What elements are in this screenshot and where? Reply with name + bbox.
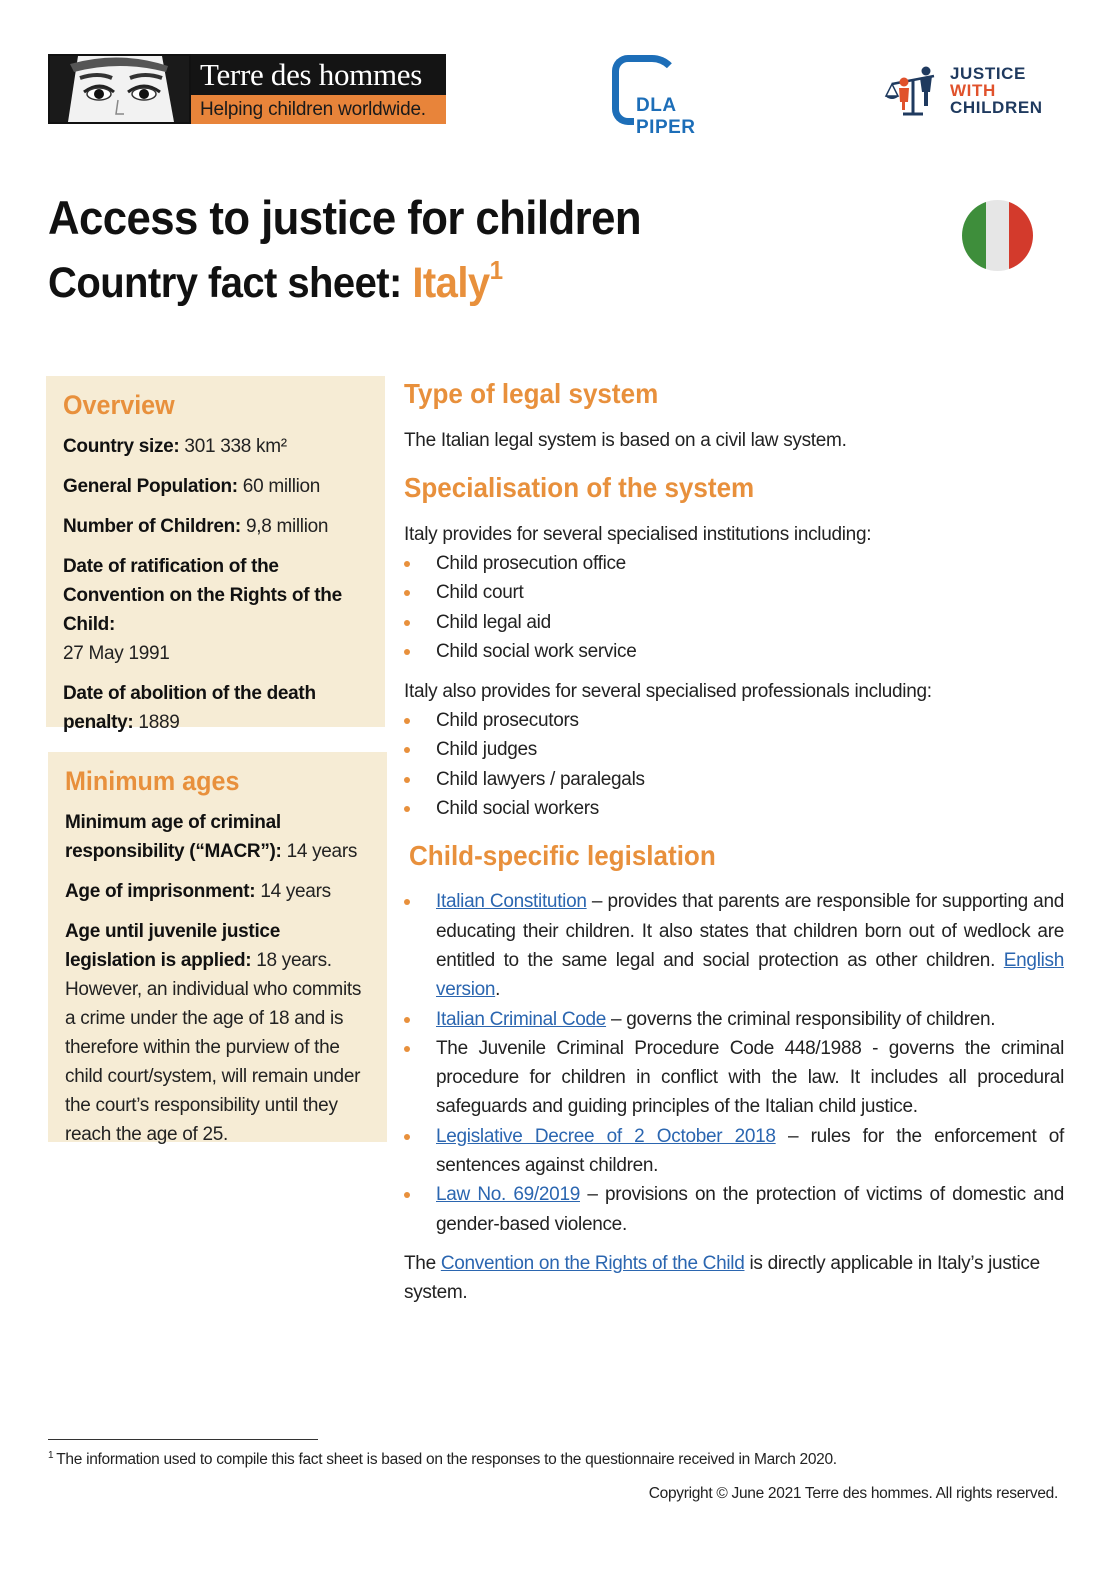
dla-piper-logo — [612, 55, 742, 138]
institutions-list — [404, 549, 1064, 666]
italy-flag-icon — [962, 200, 1033, 271]
english-version-link[interactable]: English version — [436, 949, 1064, 1001]
crc-applicability-text — [404, 1249, 1064, 1307]
list-item — [404, 1122, 1064, 1181]
main-content — [404, 374, 1064, 1307]
fact-value: 18 years. However, an individual who commits a crime under the age of 18 and is therefore within the purview of the child court/system, will remain under the court’s responsibility until they reach the age of 25. — [65, 950, 362, 1145]
crc-link[interactable]: Convention on the Rights of the Child — [440, 1252, 745, 1274]
fact-label: Number of Children: — [63, 516, 241, 537]
fact-value: 9,8 million — [240, 516, 329, 537]
flag-stripe-white — [986, 200, 1010, 271]
fact-label: Minimum age of criminal responsibility (“MACR”): — [65, 812, 282, 862]
item-text: – rules for the enforcement of sentences against children. — [436, 1125, 1065, 1177]
list-item — [404, 1180, 1064, 1239]
list-item — [404, 1005, 1064, 1034]
fact-death-penalty-abolition — [63, 679, 369, 737]
fact-number-of-children — [63, 512, 369, 541]
dla-piper-name: DLA PIPER — [634, 95, 742, 139]
italian-constitution-link[interactable]: Italian Constitution — [436, 891, 587, 913]
closing-suffix: is directly applicable in Italy’s justice system. — [404, 1252, 1040, 1303]
tdh-brand-name: Terre des hommes — [191, 54, 446, 95]
fact-country-size — [63, 432, 369, 461]
flag-stripe-red — [1009, 200, 1033, 271]
professionals-intro: Italy also provides for several specialised professionals including: — [404, 681, 932, 703]
fact-label: Country size: — [63, 436, 180, 457]
professionals-list — [404, 706, 1064, 823]
subtitle-prefix: Country fact sheet: — [48, 259, 413, 307]
item-text: – provides that parents are responsible for supporting and educating their children. It also states that children born out of wedlock are entitled to the same legal and social protection as other children. — [436, 891, 1064, 971]
legislation-list — [404, 887, 1064, 1239]
fact-value: 14 years — [281, 841, 358, 862]
fact-juvenile-justice-age — [65, 917, 371, 1149]
closing-prefix: The — [404, 1252, 441, 1274]
item-text: – provisions on the protection of victims of domestic and gender-based violence. — [436, 1184, 1064, 1235]
legal-system-heading: Type of legal system — [404, 378, 659, 409]
page-title: Access to justice for children — [48, 191, 641, 244]
jwc-word-children: CHILDREN — [950, 98, 1043, 117]
fact-age-of-imprisonment — [65, 877, 371, 906]
fact-label: Age until juvenile justice legislation is applied: — [65, 921, 280, 971]
fact-value: 27 May 1991 — [63, 643, 170, 664]
justice-with-children-logo — [884, 64, 1054, 120]
footnote-text: The information used to compile this fact sheet is based on the responses to the questionnaire received in March 2020. — [56, 1451, 837, 1468]
law-69-2019-link[interactable]: Law No. 69/2019 — [436, 1184, 580, 1206]
jwc-word-with: WITH — [950, 81, 996, 100]
terre-des-hommes-logo — [48, 54, 446, 124]
item-tail: . — [495, 979, 501, 1001]
legal-system-text: The Italian legal system is based on a civil law system. — [404, 430, 847, 451]
institutions-intro: Italy provides for several specialised institutions including: — [404, 524, 872, 545]
fact-label: Age of imprisonment: — [65, 881, 256, 902]
fact-macr — [65, 808, 371, 866]
list-item: Child judges — [404, 735, 1064, 764]
legislative-decree-link[interactable]: Legislative Decree of 2 October 2018 — [436, 1125, 776, 1147]
list-item: Child lawyers / paralegals — [404, 765, 1064, 794]
legislation-heading: Child-specific legislation — [409, 840, 716, 872]
fact-label: Date of ratification of the Convention on the Rights of the Child: — [63, 556, 342, 635]
copyright-notice: Copyright © June 2021 Terre des hommes. All rights reserved. — [648, 1485, 1058, 1502]
list-item — [404, 887, 1064, 1004]
title-footnote-mark: 1 — [489, 255, 503, 285]
minimum-ages-heading: Minimum ages — [65, 766, 240, 796]
scales-of-justice-icon — [884, 66, 946, 120]
overview-box — [46, 376, 385, 733]
list-item: Child prosecutors — [404, 706, 1064, 735]
list-item: Child social work service — [404, 637, 1064, 666]
footnote-mark: 1 — [48, 1450, 54, 1461]
fact-label: General Population: — [63, 476, 238, 497]
fact-value: 60 million — [237, 476, 321, 497]
item-text: – governs the criminal responsibility of children. — [606, 1008, 996, 1030]
footnote-divider — [48, 1439, 318, 1440]
fact-general-population — [63, 472, 369, 501]
overview-heading: Overview — [63, 390, 175, 420]
flag-stripe-green — [962, 200, 986, 271]
tdh-tagline: Helping children worldwide. — [191, 95, 446, 124]
jwc-word-justice: JUSTICE — [950, 64, 1026, 83]
fact-crc-ratification — [63, 552, 369, 668]
list-item: Child legal aid — [404, 608, 1064, 637]
page-subtitle — [48, 255, 502, 308]
italian-criminal-code-link[interactable]: Italian Criminal Code — [436, 1008, 607, 1030]
fact-label: Date of abolition of the death penalty: — [63, 683, 316, 733]
item-text: The Juvenile Criminal Procedure Code 448/1988 - governs the criminal procedure for children in conflict with the law. It includes all procedural safeguards and guiding principles of the Italian child justice. — [436, 1037, 1064, 1118]
child-eyes-photo — [48, 54, 191, 124]
fact-value: 1889 — [133, 712, 180, 733]
country-name: Italy — [412, 259, 490, 307]
list-item: Child social workers — [404, 794, 1064, 823]
list-item — [404, 1034, 1064, 1122]
list-item: Child prosecution office — [404, 549, 1064, 578]
fact-value: 14 years — [255, 881, 331, 902]
footnote — [48, 1450, 837, 1469]
minimum-ages-box — [48, 752, 387, 1145]
specialisation-heading: Specialisation of the system — [404, 472, 755, 503]
fact-value: 301 338 km² — [179, 436, 287, 457]
list-item: Child court — [404, 578, 1064, 607]
